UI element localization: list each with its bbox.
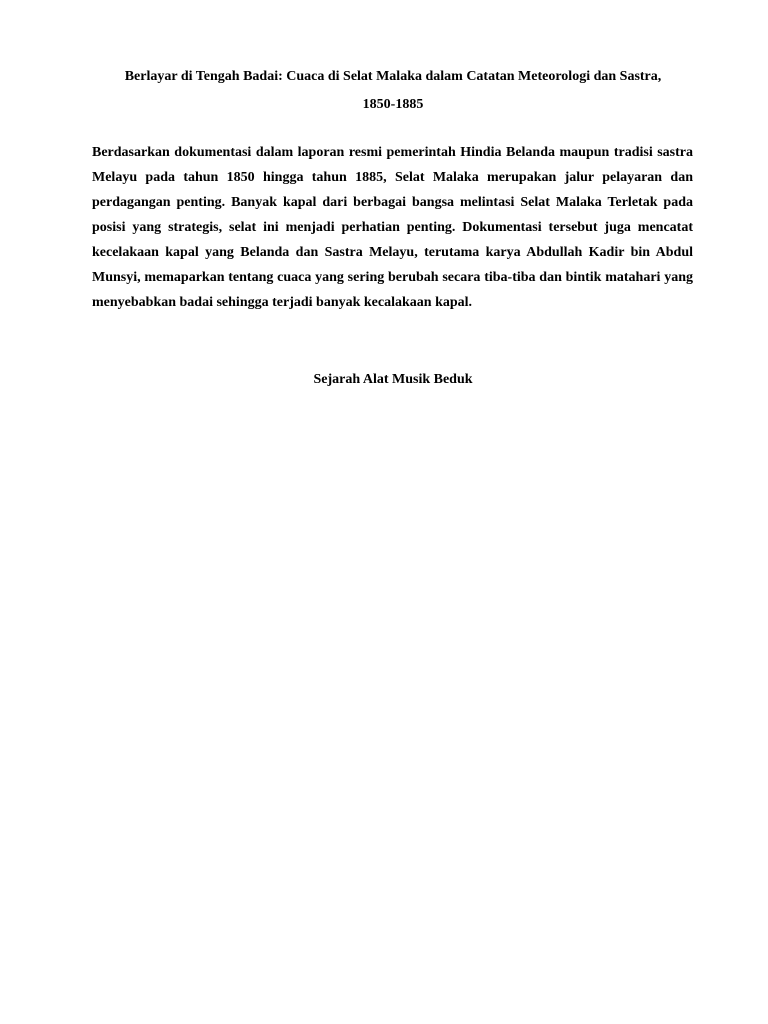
- body-paragraph: Berdasarkan dokumentasi dalam laporan resmi pemerintah Hindia Belanda maupun tradisi sastra Melayu pada tahun 1850 hingga tahun 1885, Selat Malaka merupakan jalur pelayaran dan perdagangan penting. Banyak kapal dari berbagai bangsa melintasi Selat Malaka Terletak pada posisi yang strategis, selat ini menjadi perhatian penting. Dokumentasi tersebut juga mencatat kecelakaan kapal yang Belanda dan Sastra Melayu, terutama karya Abdullah Kadir bin Abdul Munsyi, memaparkan tentang cuaca yang sering berubah secara tiba-tiba dan bintik matahari yang menyebabkan badai sehingga terjadi banyak kecalakaan kapal.: [92, 145, 693, 310]
- document-title: [80, 63, 706, 119]
- document-title-line-2: 1850-1885: [362, 97, 424, 112]
- section-heading: Sejarah Alat Musik Beduk: [313, 372, 473, 387]
- document-title-line-1: Berlayar di Tengah Badai: Cuaca di Selat Malaka dalam Catatan Meteorologi dan Sastra,: [124, 69, 662, 84]
